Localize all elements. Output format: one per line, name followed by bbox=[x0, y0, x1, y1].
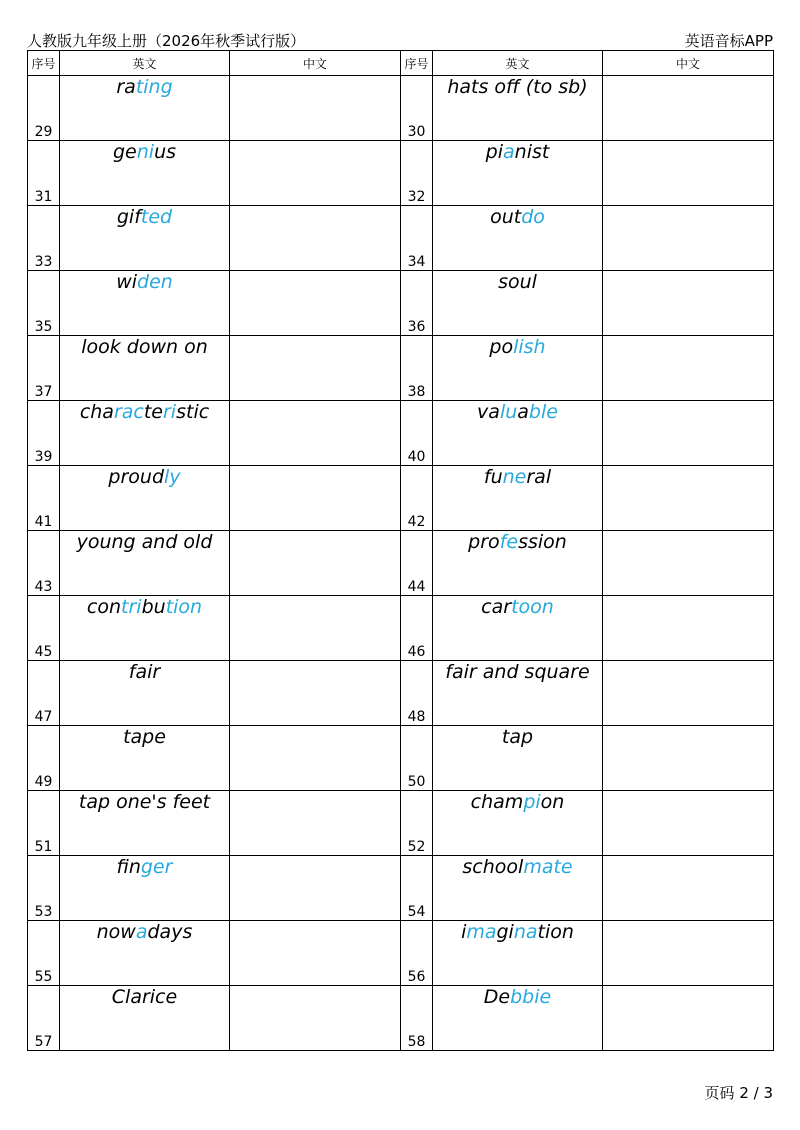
item-number: 39 bbox=[28, 401, 60, 466]
english-word bbox=[60, 336, 230, 401]
chinese-answer-blank[interactable] bbox=[603, 401, 774, 466]
table-row bbox=[28, 466, 774, 531]
item-number: 52 bbox=[401, 791, 433, 856]
english-word bbox=[433, 726, 603, 791]
english-word bbox=[60, 141, 230, 206]
english-word bbox=[433, 921, 603, 986]
item-number: 41 bbox=[28, 466, 60, 531]
syllable: fair bbox=[128, 661, 161, 683]
english-word bbox=[60, 791, 230, 856]
highlighted-syllable: ni bbox=[136, 141, 155, 163]
page-number: 页码 2 / 3 bbox=[704, 1084, 773, 1102]
chinese-answer-blank[interactable] bbox=[603, 726, 774, 791]
syllable: pro bbox=[468, 531, 500, 553]
table-row bbox=[28, 206, 774, 271]
syllable: tap bbox=[501, 726, 534, 748]
highlighted-syllable: ger bbox=[140, 856, 173, 878]
highlighted-syllable: pi bbox=[523, 791, 541, 813]
syllable: hats off (to sb) bbox=[447, 76, 588, 98]
highlighted-syllable: bbie bbox=[510, 986, 552, 1008]
highlighted-syllable: ly bbox=[164, 466, 181, 488]
syllable: a bbox=[517, 401, 529, 423]
english-word bbox=[433, 76, 603, 141]
column-header-english: 英文 bbox=[60, 51, 230, 76]
syllable: gi bbox=[496, 921, 514, 943]
highlighted-syllable: ri bbox=[163, 401, 177, 423]
english-word bbox=[433, 401, 603, 466]
syllable: soul bbox=[498, 271, 537, 293]
chinese-answer-blank[interactable] bbox=[230, 986, 401, 1051]
english-word bbox=[60, 76, 230, 141]
item-number: 38 bbox=[401, 336, 433, 401]
english-word bbox=[433, 661, 603, 726]
item-number: 30 bbox=[401, 76, 433, 141]
column-header-number: 序号 bbox=[28, 51, 60, 76]
item-number: 40 bbox=[401, 401, 433, 466]
chinese-answer-blank[interactable] bbox=[603, 336, 774, 401]
syllable: stic bbox=[176, 401, 210, 423]
column-header-chinese: 中文 bbox=[230, 51, 401, 76]
english-word bbox=[60, 921, 230, 986]
chinese-answer-blank[interactable] bbox=[230, 401, 401, 466]
syllable: gif bbox=[116, 206, 141, 228]
syllable: tap one's feet bbox=[78, 791, 211, 813]
highlighted-syllable: ne bbox=[502, 466, 527, 488]
item-number: 45 bbox=[28, 596, 60, 661]
item-number: 57 bbox=[28, 986, 60, 1051]
english-word bbox=[433, 856, 603, 921]
highlighted-syllable: a bbox=[135, 921, 148, 943]
item-number: 54 bbox=[401, 856, 433, 921]
item-number: 37 bbox=[28, 336, 60, 401]
syllable: tape bbox=[123, 726, 166, 748]
syllable: pi bbox=[485, 141, 503, 163]
item-number: 49 bbox=[28, 726, 60, 791]
table-row bbox=[28, 271, 774, 336]
english-word bbox=[60, 206, 230, 271]
english-word bbox=[433, 271, 603, 336]
highlighted-syllable: ma bbox=[466, 921, 497, 943]
chinese-answer-blank[interactable] bbox=[230, 921, 401, 986]
english-word bbox=[60, 661, 230, 726]
syllable: bu bbox=[141, 596, 166, 618]
item-number: 32 bbox=[401, 141, 433, 206]
syllable: ra bbox=[116, 76, 136, 98]
highlighted-syllable: rac bbox=[113, 401, 144, 423]
column-header-english: 英文 bbox=[433, 51, 603, 76]
item-number: 47 bbox=[28, 661, 60, 726]
highlighted-syllable: ting bbox=[135, 76, 173, 98]
item-number: 36 bbox=[401, 271, 433, 336]
english-word bbox=[433, 596, 603, 661]
item-number: 46 bbox=[401, 596, 433, 661]
english-word bbox=[433, 336, 603, 401]
english-word bbox=[60, 596, 230, 661]
syllable: cha bbox=[79, 401, 114, 423]
syllable: ssion bbox=[518, 531, 567, 553]
highlighted-syllable: tion bbox=[165, 596, 203, 618]
highlighted-syllable: ted bbox=[140, 206, 173, 228]
table-body bbox=[28, 76, 774, 1051]
english-word bbox=[433, 466, 603, 531]
syllable: fair and square bbox=[445, 661, 590, 683]
syllable: Clarice bbox=[111, 986, 178, 1008]
chinese-answer-blank[interactable] bbox=[230, 466, 401, 531]
item-number: 33 bbox=[28, 206, 60, 271]
syllable: fin bbox=[116, 856, 141, 878]
english-word bbox=[60, 466, 230, 531]
syllable: car bbox=[481, 596, 512, 618]
chinese-answer-blank[interactable] bbox=[603, 596, 774, 661]
english-word bbox=[60, 986, 230, 1051]
item-number: 29 bbox=[28, 76, 60, 141]
item-number: 31 bbox=[28, 141, 60, 206]
item-number: 34 bbox=[401, 206, 433, 271]
chinese-answer-blank[interactable] bbox=[230, 791, 401, 856]
chinese-answer-blank[interactable] bbox=[603, 76, 774, 141]
english-word bbox=[433, 141, 603, 206]
item-number: 58 bbox=[401, 986, 433, 1051]
chinese-answer-blank[interactable] bbox=[603, 921, 774, 986]
english-word bbox=[60, 401, 230, 466]
item-number: 43 bbox=[28, 531, 60, 596]
highlighted-syllable: ble bbox=[528, 401, 558, 423]
syllable: tion bbox=[537, 921, 574, 943]
vocabulary-table bbox=[27, 50, 774, 1051]
syllable: proud bbox=[108, 466, 165, 488]
chinese-answer-blank[interactable] bbox=[230, 661, 401, 726]
english-word bbox=[60, 271, 230, 336]
english-word bbox=[433, 791, 603, 856]
highlighted-syllable: mate bbox=[523, 856, 573, 878]
chinese-answer-blank[interactable] bbox=[230, 726, 401, 791]
chinese-answer-blank[interactable] bbox=[603, 791, 774, 856]
highlighted-syllable: fe bbox=[499, 531, 519, 553]
table-row bbox=[28, 661, 774, 726]
highlighted-syllable: do bbox=[521, 206, 545, 228]
english-word bbox=[433, 531, 603, 596]
syllable: con bbox=[86, 596, 122, 618]
chinese-answer-blank[interactable] bbox=[603, 141, 774, 206]
highlighted-syllable: lish bbox=[513, 336, 546, 358]
syllable: cham bbox=[470, 791, 524, 813]
chinese-answer-blank[interactable] bbox=[603, 661, 774, 726]
table-row bbox=[28, 531, 774, 596]
table-row bbox=[28, 141, 774, 206]
page-header bbox=[27, 28, 773, 50]
english-word bbox=[433, 986, 603, 1051]
chinese-answer-blank[interactable] bbox=[230, 531, 401, 596]
syllable: us bbox=[154, 141, 177, 163]
english-word bbox=[433, 206, 603, 271]
english-word bbox=[60, 726, 230, 791]
item-number: 35 bbox=[28, 271, 60, 336]
syllable: young and old bbox=[76, 531, 213, 553]
table-row bbox=[28, 856, 774, 921]
syllable: ral bbox=[526, 466, 552, 488]
item-number: 44 bbox=[401, 531, 433, 596]
item-number: 48 bbox=[401, 661, 433, 726]
syllable: po bbox=[489, 336, 514, 358]
highlighted-syllable: lu bbox=[499, 401, 518, 423]
table-row bbox=[28, 921, 774, 986]
worksheet-title: 人教版九年级上册（2026年秋季试行版） bbox=[27, 32, 306, 50]
syllable: ge bbox=[112, 141, 137, 163]
table-row bbox=[28, 336, 774, 401]
chinese-answer-blank[interactable] bbox=[230, 141, 401, 206]
brand-label: 英语音标APP bbox=[684, 32, 773, 50]
syllable: out bbox=[490, 206, 522, 228]
item-number: 55 bbox=[28, 921, 60, 986]
syllable: va bbox=[477, 401, 500, 423]
highlighted-syllable: toon bbox=[511, 596, 554, 618]
syllable: te bbox=[143, 401, 163, 423]
item-number: 51 bbox=[28, 791, 60, 856]
highlighted-syllable: a bbox=[503, 141, 515, 163]
item-number: 53 bbox=[28, 856, 60, 921]
syllable: De bbox=[483, 986, 511, 1008]
item-number: 56 bbox=[401, 921, 433, 986]
syllable: nist bbox=[514, 141, 550, 163]
chinese-answer-blank[interactable] bbox=[230, 206, 401, 271]
table-row bbox=[28, 76, 774, 141]
highlighted-syllable: tri bbox=[121, 596, 142, 618]
chinese-answer-blank[interactable] bbox=[603, 856, 774, 921]
chinese-answer-blank[interactable] bbox=[230, 76, 401, 141]
syllable: look down on bbox=[81, 336, 208, 358]
syllable: days bbox=[147, 921, 193, 943]
column-header-chinese: 中文 bbox=[603, 51, 774, 76]
english-word bbox=[60, 531, 230, 596]
highlighted-syllable: den bbox=[137, 271, 173, 293]
chinese-answer-blank[interactable] bbox=[230, 336, 401, 401]
table-row bbox=[28, 401, 774, 466]
table-header-row bbox=[28, 51, 774, 76]
table-row bbox=[28, 986, 774, 1051]
chinese-answer-blank[interactable] bbox=[230, 596, 401, 661]
english-word bbox=[60, 856, 230, 921]
item-number: 42 bbox=[401, 466, 433, 531]
chinese-answer-blank[interactable] bbox=[603, 531, 774, 596]
table-row bbox=[28, 596, 774, 661]
syllable: school bbox=[462, 856, 524, 878]
syllable: now bbox=[96, 921, 136, 943]
table-row bbox=[28, 726, 774, 791]
chinese-answer-blank[interactable] bbox=[603, 271, 774, 336]
item-number: 50 bbox=[401, 726, 433, 791]
chinese-answer-blank[interactable] bbox=[603, 206, 774, 271]
syllable: fu bbox=[483, 466, 503, 488]
syllable: on bbox=[540, 791, 565, 813]
column-header-number: 序号 bbox=[401, 51, 433, 76]
chinese-answer-blank[interactable] bbox=[603, 466, 774, 531]
syllable: wi bbox=[116, 271, 138, 293]
chinese-answer-blank[interactable] bbox=[230, 856, 401, 921]
highlighted-syllable: na bbox=[513, 921, 538, 943]
table-row bbox=[28, 791, 774, 856]
chinese-answer-blank[interactable] bbox=[230, 271, 401, 336]
syllable: i bbox=[461, 921, 467, 943]
chinese-answer-blank[interactable] bbox=[603, 986, 774, 1051]
